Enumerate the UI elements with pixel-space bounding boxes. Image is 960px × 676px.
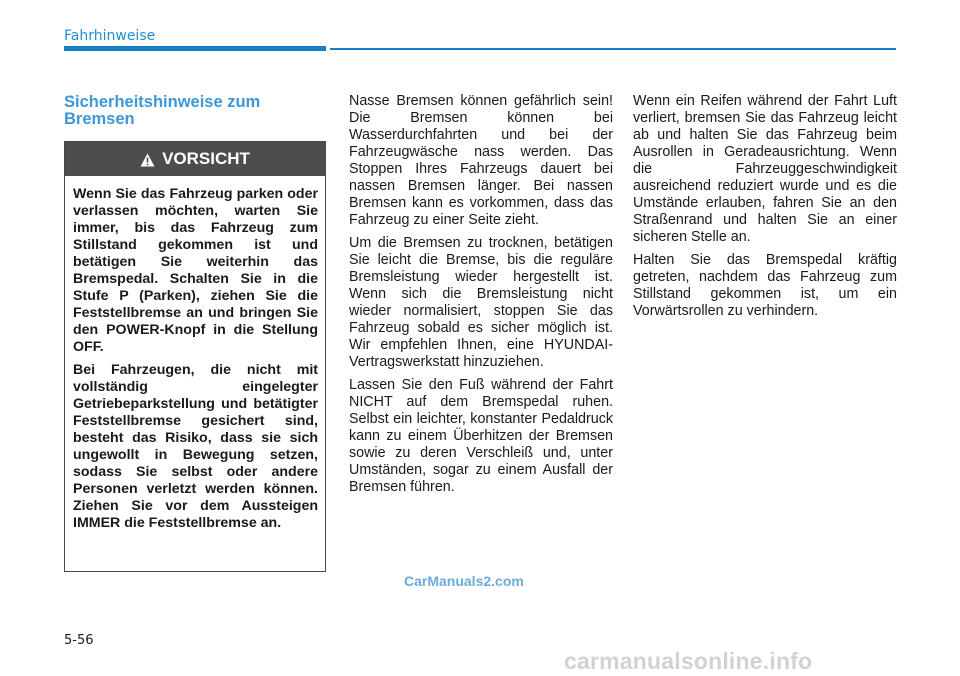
body-paragraph: Lassen Sie den Fuß während der Fahrt NICHT auf dem Bremspedal ruhen. Selbst ein leichter, konstanter Pedaldruck kann zu einem Überhitzen der Bremsen sowie zu deren Verschleiß und, unter Umständen, sogar zu einem Ausfall der Bremsen führen. <box>349 377 613 495</box>
body-paragraph: Nasse Bremsen können gefährlich sein! Die Bremsen können bei Wasserdurchfahrten und bei der Fahrzeugwäsche nass werden. Das Stoppen Ihres Fahrzeugs dauert bei nassen Bremsen länger. Bei nassen Bremsen kann es vorkommen, dass das Fahrzeug zu einer Seite zieht. <box>349 93 613 228</box>
text-column-right <box>633 93 897 326</box>
header-bar-thin <box>330 48 896 50</box>
caution-header <box>65 142 325 176</box>
warning-triangle-icon <box>140 152 155 166</box>
body-paragraph: Halten Sie das Bremspedal kräftig getreten, nachdem das Fahrzeug zum Stillstand gekommen ist, um ein Vorwärtsrollen zu verhindern. <box>633 252 897 319</box>
caution-body <box>65 176 325 532</box>
watermark-carmanualsonline: carmanualsonline.info <box>564 648 813 674</box>
caution-box <box>64 141 326 572</box>
text-column-middle <box>349 93 613 502</box>
body-paragraph: Um die Bremsen zu trocknen, betätigen Sie leicht die Bremse, bis die reguläre Bremsleistung wieder hergestellt ist. Wenn sich die Bremsleistung nicht wieder normalisiert, stoppen Sie das Fahrzeug sobald es sicher möglich ist. Wir empfehlen Ihnen, eine HYUNDAI-Vertragswerkstatt hinzuziehen. <box>349 235 613 370</box>
section-label: Fahrhinweise <box>64 28 156 44</box>
caution-paragraph: Bei Fahrzeugen, die nicht mit vollständig eingelegter Getriebeparkstellung und betätigter Feststellbremse gesichert sind, besteht das Risiko, dass sie sich ungewollt in Bewegung setzen, sodass Sie selbst oder andere Personen verletzt werden können. Ziehen Sie vor dem Aussteigen IMMER die Feststellbremse an. <box>73 362 318 531</box>
caution-paragraph: Wenn Sie das Fahrzeug parken oder verlassen möchten, warten Sie immer, bis das Fahrzeug zum Stillstand gekommen ist und betätigen Sie weiterhin das Bremspedal. Schalten Sie in die Stufe P (Parken), ziehen Sie die Feststellbremse an und bringen Sie den POWER-Knopf in die Stellung OFF. <box>73 186 318 355</box>
section-heading: Sicherheitshinweise zum Bremsen <box>64 93 261 128</box>
body-paragraph: Wenn ein Reifen während der Fahrt Luft verliert, bremsen Sie das Fahrzeug leicht ab und halten Sie das Fahrzeug beim Ausrollen in Geradeausrichtung. Wenn die Fahrzeuggeschwindigkeit ausreichend reduziert wurde und es die Umstände erlauben, fahren Sie an den Straßenrand und halten Sie an einer sicheren Stelle an. <box>633 93 897 245</box>
watermark-carmanuals2: CarManuals2.com <box>404 573 524 589</box>
header-bar-thick <box>64 46 326 51</box>
page-number: 5-56 <box>64 633 94 648</box>
caution-label: VORSICHT <box>162 149 250 168</box>
